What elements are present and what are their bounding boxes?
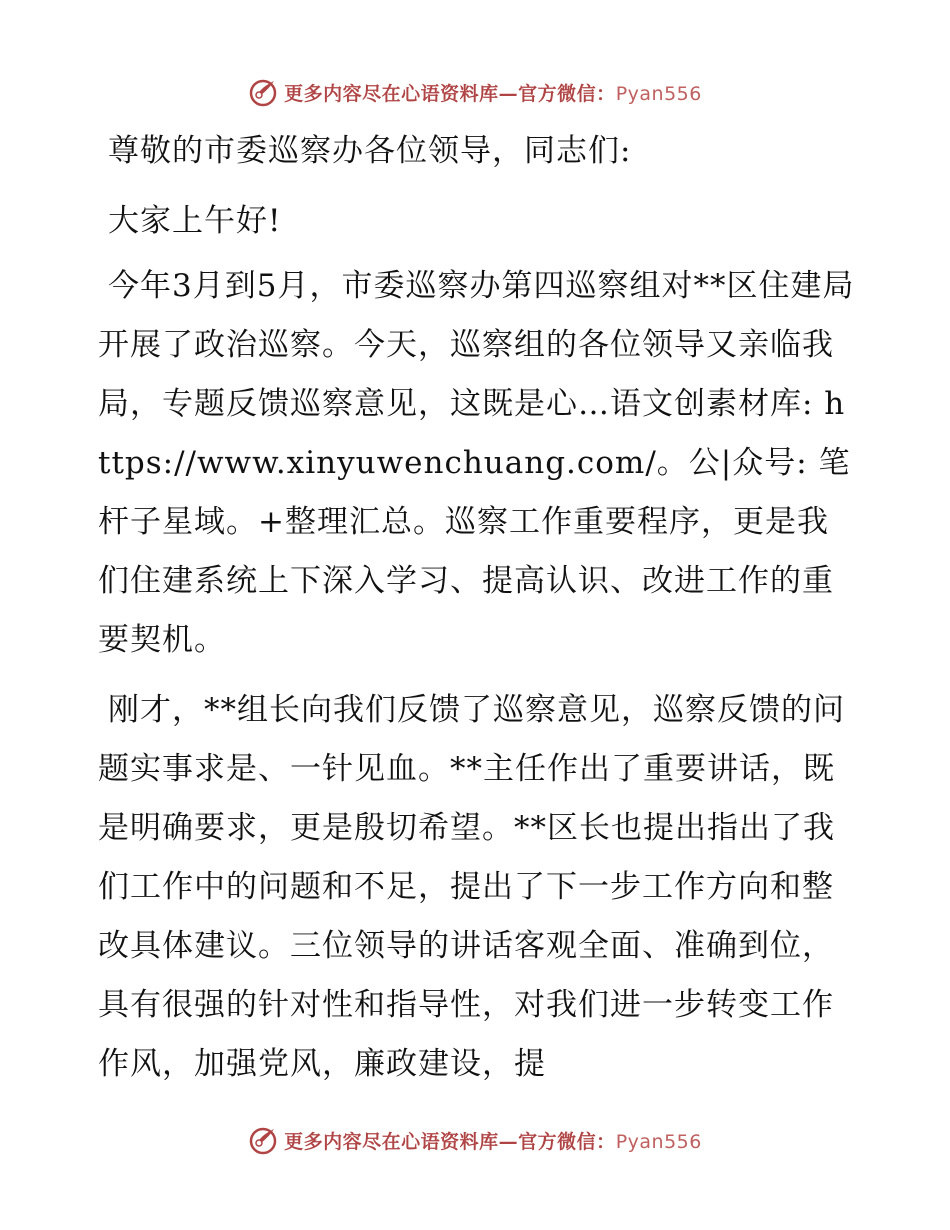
paragraph-intro: 今年3月到5月，市委巡察办第四巡察组对**区住建局开展了政治巡察。今天，巡察组的各位领导又亲临我局，专题反馈巡察意见，这既是心…语文创素材库: https://www.xinyuwenchuang.com/。公|众号: 笔杆子星域。+整理汇总。巡察工作重要程序，更是我们住建系统上下深入学习、提高认识、改进工作的重要契机。 <box>98 268 855 658</box>
quill-seal-logo-icon <box>248 77 278 107</box>
banner-dash: — <box>498 82 519 105</box>
banner-main-text: 更多内容尽在心语资料库 <box>284 82 499 105</box>
header-banner <box>0 72 950 112</box>
banner-wechat-id: Pyan556 <box>615 82 702 105</box>
footer-banner <box>0 1120 950 1160</box>
banner-official-label: 官方微信： <box>518 1130 616 1153</box>
banner-main-text: 更多内容尽在心语资料库 <box>284 1130 499 1153</box>
banner-wechat-id: Pyan556 <box>615 1130 702 1153</box>
banner-text <box>284 79 702 106</box>
banner-dash: — <box>498 1130 519 1153</box>
quill-seal-logo-icon <box>248 1125 278 1155</box>
paragraph-feedback: 刚才，**组长向我们反馈了巡察意见，巡察反馈的问题实事求是、一针见血。**主任作出了重要讲话，既是明确要求，更是殷切希望。**区长也提出指出了我们工作中的问题和不足，提出了下一步工作方向和整改具体建议。三位领导的讲话客观全面、准确到位，具有很强的针对性和指导性，对我们进一步转变工作作风，加强党风，廉政建设，提 <box>98 692 845 1082</box>
banner-text <box>284 1127 702 1154</box>
greeting: 大家上午好! <box>108 203 282 239</box>
document-body <box>98 122 858 1094</box>
banner-official-label: 官方微信： <box>518 82 616 105</box>
salutation: 尊敬的市委巡察办各位领导，同志们: <box>108 133 632 169</box>
